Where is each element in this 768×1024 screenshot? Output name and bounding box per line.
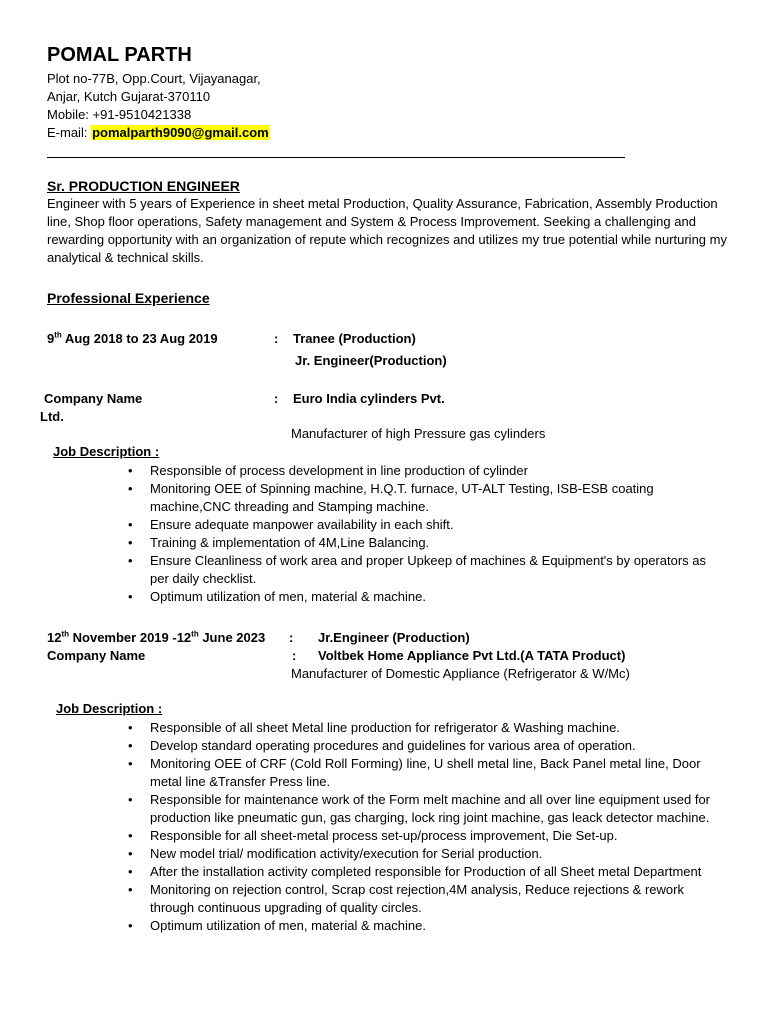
bullet-icon: • bbox=[128, 864, 133, 879]
list-item: • Monitoring OEE of CRF (Cold Roll Forming) line, U shell metal line, Back Panel metal line, Door metal line &Transfer Press line. bbox=[128, 756, 701, 789]
bullet-icon: • bbox=[128, 756, 133, 771]
list-item: • Optimum utilization of men, material & machine. bbox=[128, 589, 426, 604]
bullet-icon: • bbox=[128, 517, 133, 532]
bullet-icon: • bbox=[128, 828, 133, 843]
job1-dates-colon: : bbox=[274, 331, 279, 346]
bullet-icon: • bbox=[128, 882, 133, 897]
list-item: • Ensure Cleanliness of work area and proper Upkeep of machines & Equipment's by operators as per daily checklist. bbox=[128, 553, 707, 586]
list-item: • After the installation activity completed responsible for Production of all Sheet metal Department bbox=[128, 864, 702, 879]
bullet-icon: • bbox=[128, 589, 133, 604]
job2-dates-colon: : bbox=[289, 630, 294, 645]
bullet-icon: • bbox=[128, 720, 133, 735]
job2-role: Jr.Engineer (Production) bbox=[318, 630, 470, 645]
job1-duties-list bbox=[128, 462, 710, 606]
bullet-icon: • bbox=[128, 918, 133, 933]
bullet-icon: • bbox=[128, 553, 133, 568]
candidate-name: POMAL PARTH bbox=[47, 44, 192, 66]
mobile-number: Mobile: +91-9510421338 bbox=[47, 107, 192, 122]
list-item: • New model trial/ modification activity/execution for Serial production. bbox=[128, 846, 543, 861]
email-label: E-mail: bbox=[47, 125, 92, 140]
bullet-icon: • bbox=[128, 535, 133, 550]
job2-company-colon: : bbox=[292, 648, 297, 663]
list-item: • Training & implementation of 4M,Line Balancing. bbox=[128, 535, 430, 550]
list-item: • Monitoring on rejection control, Scrap cost rejection,4M analysis, Reduce rejections & rework through continuous upgrading of quality circles. bbox=[128, 882, 684, 915]
job1-company-name-cont: Ltd. bbox=[40, 409, 64, 424]
header-divider bbox=[47, 157, 625, 158]
job1-role-2: Jr. Engineer(Production) bbox=[295, 353, 447, 368]
bullet-icon: • bbox=[128, 481, 133, 496]
job1-company-name: Euro India cylinders Pvt. bbox=[293, 391, 445, 406]
email-address[interactable]: pomalparth9090@gmail.com bbox=[92, 125, 269, 140]
summary-paragraph: Engineer with 5 years of Experience in sheet metal Production, Quality Assurance, Fabrication, Assembly Production line, Shop floor operations, Safety management and System & Process Improvement. Seeking a challenging and rewarding opportunity with an organization of repute which recognizes and utilizes my true potential while nurturing my analytical & technical skills. bbox=[47, 196, 727, 265]
experience-heading: Professional Experience bbox=[47, 290, 210, 306]
email-row bbox=[47, 124, 270, 142]
list-item: • Responsible for maintenance work of the Form melt machine and all over line equipment used for production like pneumatic gun, gas charging, lock ring joint machine, gas leack detector machine. bbox=[128, 792, 711, 825]
list-item: • Ensure adequate manpower availability in each shift. bbox=[128, 517, 454, 532]
job1-role-1: Tranee (Production) bbox=[293, 331, 416, 346]
job1-dates: 9th Aug 2018 to 23 Aug 2019 bbox=[47, 330, 218, 346]
job2-company-description: Manufacturer of Domestic Appliance (Refrigerator & W/Mc) bbox=[291, 666, 630, 681]
list-item: • Optimum utilization of men, material & machine. bbox=[128, 918, 426, 933]
job2-duties-list bbox=[128, 719, 711, 935]
job1-company-label: Company Name bbox=[44, 391, 143, 406]
address-line-2: Anjar, Kutch Gujarat-370110 bbox=[47, 89, 211, 104]
job2-company-name: Voltbek Home Appliance Pvt Ltd.(A TATA Product) bbox=[318, 648, 626, 663]
list-item: • Responsible for all sheet-metal process set-up/process improvement, Die Set-up. bbox=[128, 828, 618, 843]
bullet-icon: • bbox=[128, 463, 133, 478]
job1-company-description: Manufacturer of high Pressure gas cylinders bbox=[291, 426, 546, 441]
job1-company-colon: : bbox=[274, 391, 279, 406]
list-item: • Develop standard operating procedures and guidelines for various area of operation. bbox=[128, 738, 636, 753]
address-line-1: Plot no-77B, Opp.Court, Vijayanagar, bbox=[47, 71, 261, 86]
job2-dates: 12th November 2019 -12th June 2023 bbox=[47, 629, 266, 645]
list-item: • Monitoring OEE of Spinning machine, H.Q.T. furnace, UT-ALT Testing, ISB-ESB coating machine,CNC threading and Stamping machine. bbox=[128, 481, 654, 514]
bullet-icon: • bbox=[128, 846, 133, 861]
job2-job-description-label: Job Description : bbox=[56, 701, 163, 716]
list-item: • Responsible of all sheet Metal line production for refrigerator & Washing machine. bbox=[128, 720, 620, 735]
job1-job-description-label: Job Description : bbox=[53, 444, 160, 459]
job-title-heading: Sr. PRODUCTION ENGINEER bbox=[47, 178, 240, 194]
list-item: • Responsible of process development in line production of cylinder bbox=[128, 463, 528, 478]
bullet-icon: • bbox=[128, 792, 133, 807]
bullet-icon: • bbox=[128, 738, 133, 753]
job2-company-label: Company Name bbox=[47, 648, 146, 663]
